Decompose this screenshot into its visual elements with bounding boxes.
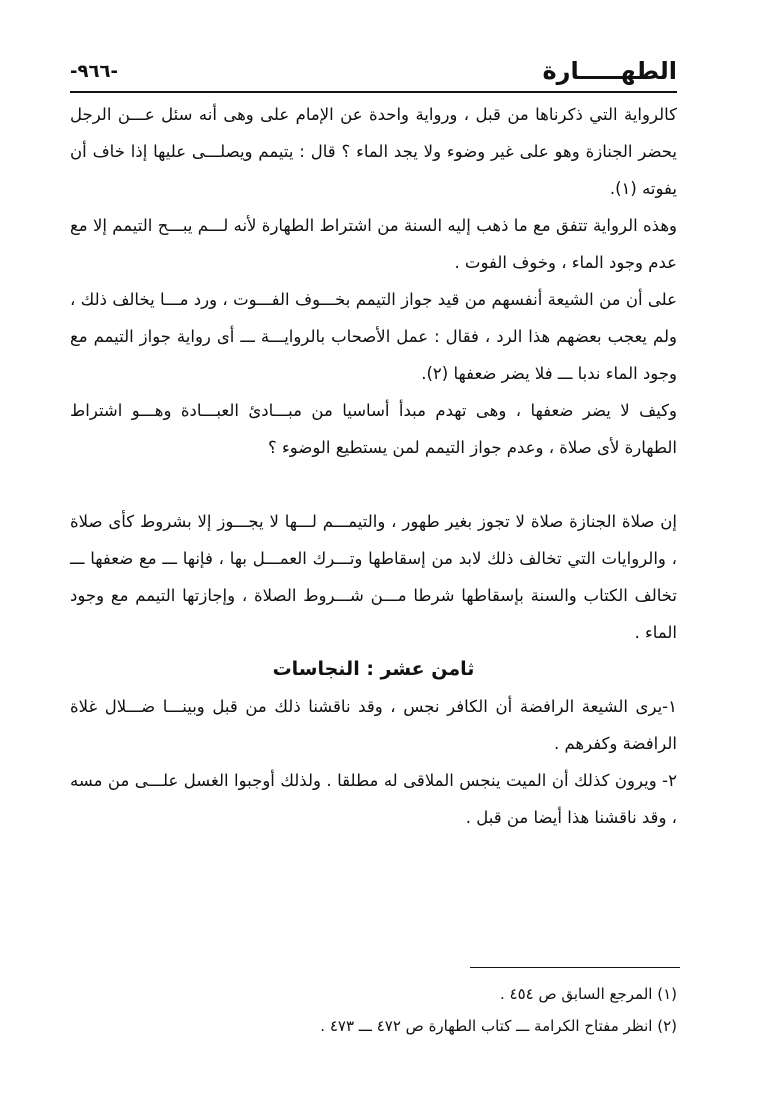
paragraph-gap: [70, 466, 677, 503]
paragraph: كالرواية التي ذكرناها من قبل ، ورواية واحدة عن الإمام على وهى أنه سئل عـــن الرجل يحضر الجنازة وهو على غير وضوء ولا يجد الماء ؟ قال : يتيمم ويصلـــى عليها إذا خاف أن يفوته (١).: [70, 105, 677, 198]
footnote-divider: [470, 967, 680, 968]
paragraph: إن صلاة الجنازة صلاة لا تجوز بغير طهور ، والتيمـــم لـــها لا يجـــوز إلا بشروط كأى صلاة ، والروايات التي تخالف ذلك لابد من إسقاطها وتـــرك العمـــل بها ، فإنها ـــ مع ضعفها ـــ تخالف الكتاب والسنة بإسقاطها شرطا مـــن شـــروط الصلاة ، وإجازتها التيمم مع وجود الماء .: [70, 512, 677, 642]
chapter-title: الطهـــــارة: [542, 57, 677, 85]
page-number: -٩٦٦-: [70, 61, 118, 82]
list-item: ١-يرى الشيعة الرافضة أن الكافر نجس ، وقد ناقشنا ذلك من قبل وبينـــا ضـــلال غلاة الرافضة وكفرهم .: [70, 697, 677, 753]
page-body: [70, 96, 677, 836]
paragraph: وكيف لا يضر ضعفها ، وهى تهدم مبدأ أساسيا من مبـــادئ العبـــادة وهـــو اشتراط الطهارة لأى صلاة ، وعدم جواز التيمم لمن يستطيع الوضوء ؟: [70, 401, 677, 457]
page-header: [70, 55, 677, 93]
paragraph: وهذه الرواية تتفق مع ما ذهب إليه السنة من اشتراط الطهارة لأنه لـــم يبـــح التيمم إلا مع عدم وجود الماء ، وخوف الفوت .: [70, 216, 677, 272]
footnote: (٢) انظر مفتاح الكرامة ـــ كتاب الطهارة ص ٤٧٢ ـــ ٤٧٣ .: [320, 1017, 677, 1035]
footnote: (١) المرجع السابق ص ٤٥٤ .: [499, 985, 677, 1003]
footnotes: [177, 978, 677, 1042]
section-heading: ثامن عشر : النجاسات: [272, 658, 475, 680]
paragraph: على أن من الشيعة أنفسهم من قيد جواز التيمم بخـــوف الفـــوت ، ورد مـــا يخالف ذلك ، ولم يعجب بعضهم هذا الرد ، فقال : عمل الأصحاب بالروايـــة ـــ أى رواية جواز التيمم مع وجود الماء ندبا ـــ فلا يضر ضعفها (٢).: [70, 290, 677, 383]
list-item: ٢- ويرون كذلك أن الميت ينجس الملاقى له مطلقا . ولذلك أوجبوا الغسل علـــى من مسه ، وقد ناقشنا هذا أيضا من قبل .: [70, 771, 677, 827]
